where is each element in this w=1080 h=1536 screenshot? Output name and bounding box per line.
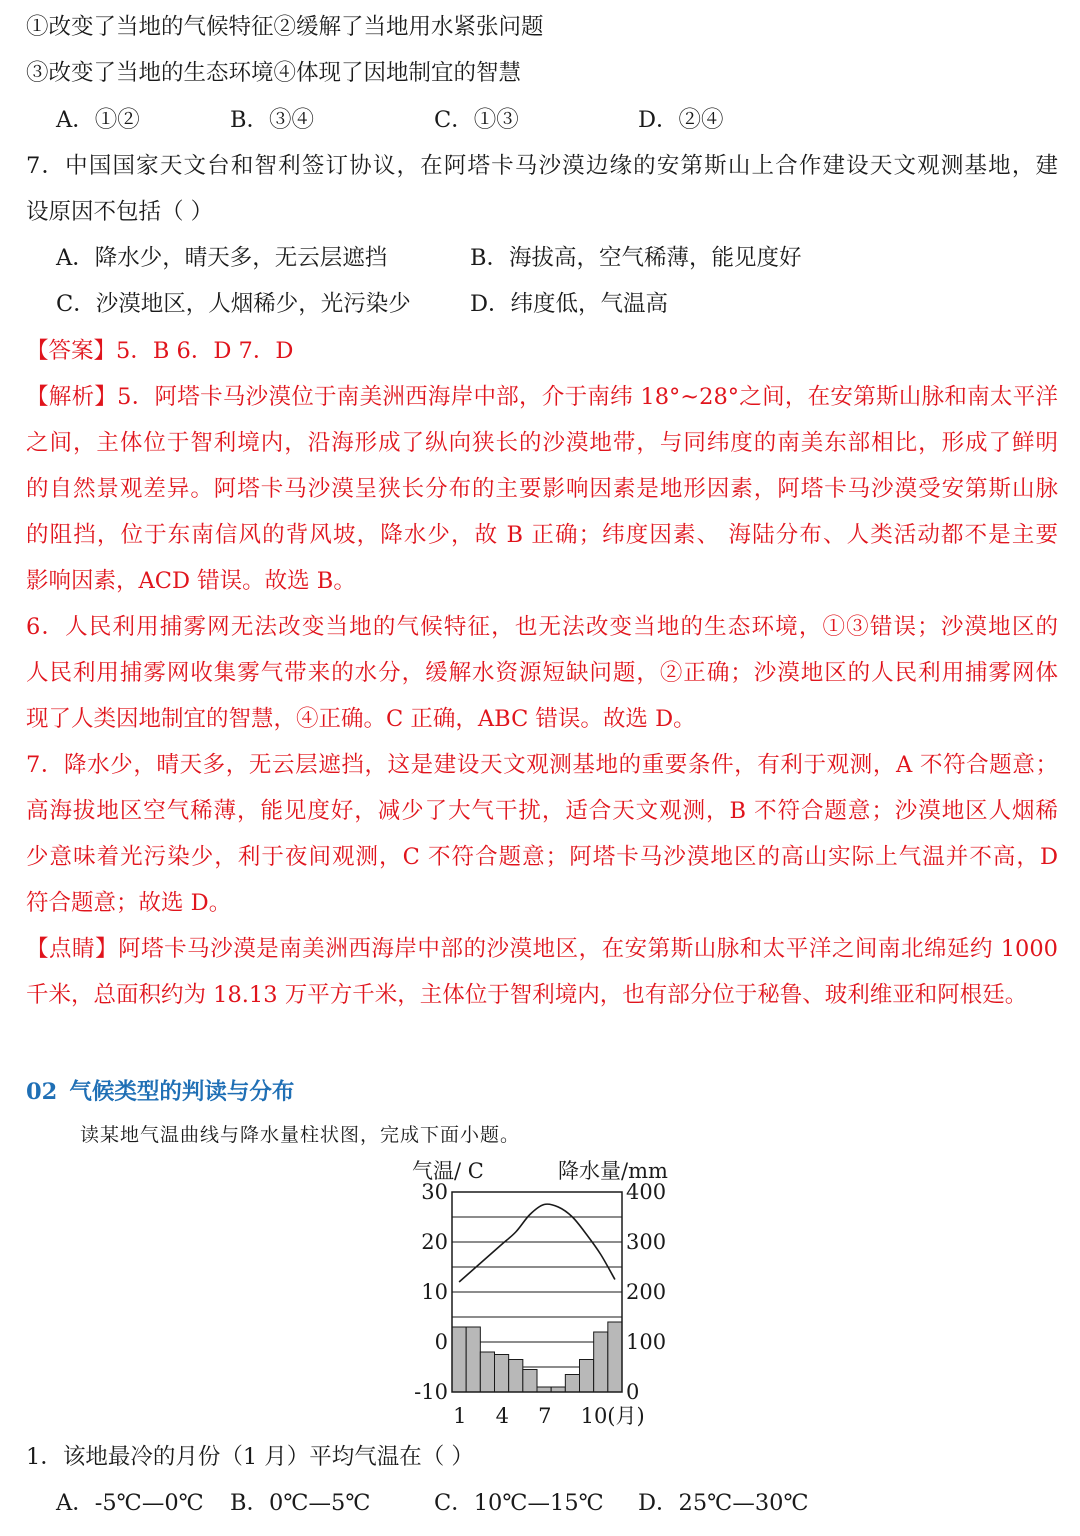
q6-option-a: A．①② xyxy=(56,107,140,133)
precip-bar xyxy=(523,1370,537,1393)
temp-tick-label: 10 xyxy=(421,1280,448,1304)
q7-option-d: D．纬度低，气温高 xyxy=(470,291,669,317)
precip-tick-label: 0 xyxy=(626,1380,640,1404)
analysis-tag: 【解析】 xyxy=(26,384,118,410)
q6-option-b: B．③④ xyxy=(230,107,315,133)
precip-tick-label: 100 xyxy=(626,1330,667,1354)
temp-tick-label: 20 xyxy=(421,1230,448,1254)
q7-stem-line-2: 设原因不包括（ ） xyxy=(26,199,214,225)
temp-axis-label: 气温/ C xyxy=(412,1159,484,1183)
answer-line xyxy=(26,336,1058,366)
q1-option-d: D．25℃—30℃ xyxy=(638,1490,809,1516)
analysis-5-line-5: 影响因素，ACD 错误。故选 B。 xyxy=(26,568,356,594)
month-tick-label: 4 xyxy=(495,1404,509,1428)
q7-stem-line-1: 7．中国国家天文台和智利签订协议，在阿塔卡马沙漠边缘的安第斯山上合作建设天文观测基地，建 xyxy=(26,153,1058,179)
q6-statement-1: ①改变了当地的气候特征②缓解了当地用水紧张问题 xyxy=(26,14,544,40)
chart-intro: 读某地气温曲线与降水量柱状图，完成下面小题。 xyxy=(80,1124,521,1146)
tip-tag: 【点睛】 xyxy=(26,936,119,962)
analysis-7-line-4: 符合题意；故选 D。 xyxy=(26,890,232,916)
analysis-7-line-2: 高海拔地区空气稀薄，能见度好，减少了大气干扰，适合天文观测，B 不符合题意；沙漠地区人烟稀 xyxy=(26,798,1058,824)
temp-curve xyxy=(459,1204,615,1282)
precip-tick-label: 300 xyxy=(626,1230,667,1254)
precip-tick-label: 400 xyxy=(626,1180,667,1204)
temp-tick-label: -10 xyxy=(414,1380,448,1404)
temp-tick-label: 30 xyxy=(421,1180,448,1204)
month-tick-label: 1 xyxy=(453,1404,467,1428)
analysis-6-line-3: 现了人类因地制宜的智慧，④正确。C 正确，ABC 错误。故选 D。 xyxy=(26,706,696,732)
analysis-6-line-1: 6．人民利用捕雾网无法改变当地的气候特征，也无法改变当地的生态环境，①③错误；沙漠地区的 xyxy=(26,614,1058,640)
analysis-5-line-1 xyxy=(26,382,1058,412)
analysis-5-text-1: 5．阿塔卡马沙漠位于南美洲西海岸中部，介于南纬 18°~28°之间，在安第斯山脉和南太平洋 xyxy=(117,384,1058,410)
answer-text: 5．B 6．D 7．D xyxy=(116,338,294,364)
analysis-5-line-4: 的阻挡，位于东南信风的背风坡，降水少，故 B 正确；纬度因素、 海陆分布、人类活动都不是主要 xyxy=(26,522,1058,548)
month-tick-label: 10(月) xyxy=(580,1404,645,1428)
precip-bar xyxy=(466,1327,480,1392)
climate-chart xyxy=(400,1150,680,1435)
month-tick-label: 7 xyxy=(538,1404,552,1428)
section-header xyxy=(26,1074,294,1106)
q1-option-c: C．10℃—15℃ xyxy=(434,1490,604,1516)
q1-option-b: B．0℃—5℃ xyxy=(230,1490,371,1516)
analysis-7-line-3: 少意味着光污染少，利于夜间观测，C 不符合题意；阿塔卡马沙漠地区的高山实际上气温并不高，D xyxy=(26,844,1058,870)
section-title: 气候类型的判读与分布 xyxy=(69,1079,295,1105)
precip-bar xyxy=(452,1327,466,1392)
tip-line-1 xyxy=(26,934,1058,964)
q6-option-d: D．②④ xyxy=(638,107,724,133)
precip-axis-label: 降水量/mm xyxy=(558,1159,668,1183)
q7-option-c: C．沙漠地区，人烟稀少，光污染少 xyxy=(56,291,411,317)
precip-bar xyxy=(594,1332,608,1392)
temp-tick-label: 0 xyxy=(434,1330,448,1354)
precip-bar xyxy=(565,1375,579,1393)
precip-bar xyxy=(480,1352,494,1392)
q6-statement-2: ③改变了当地的生态环境④体现了因地制宜的智慧 xyxy=(26,60,522,86)
q7-option-a: A．降水少，晴天多，无云层遮挡 xyxy=(56,245,388,271)
precip-bar xyxy=(608,1322,622,1392)
analysis-5-line-3: 的自然景观差异。阿塔卡马沙漠呈狭长分布的主要影响因素是地形因素，阿塔卡马沙漠受安第斯山脉 xyxy=(26,476,1058,502)
analysis-7-line-1: 7．降水少，晴天多，无云层遮挡，这是建设天文观测基地的重要条件，有利于观测，A 不符合题意； xyxy=(26,752,1058,778)
precip-bar xyxy=(509,1360,523,1393)
precip-bar xyxy=(495,1355,509,1393)
tip-text-1: 阿塔卡马沙漠是南美洲西海岸中部的沙漠地区，在安第斯山脉和太平洋之间南北绵延约 1000 xyxy=(118,936,1058,962)
tip-line-2: 千米，总面积约为 18.13 万平方千米，主体位于智利境内，也有部分位于秘鲁、玻利维亚和阿根廷。 xyxy=(26,982,1028,1008)
q7-option-b: B．海拔高，空气稀薄，能见度好 xyxy=(470,245,802,271)
q1-stem: 1．该地最冷的月份（1 月）平均气温在（ ） xyxy=(26,1444,474,1470)
precip-bar xyxy=(580,1360,594,1393)
q1-option-a: A．-5℃—0℃ xyxy=(56,1490,204,1516)
precip-bars xyxy=(452,1322,622,1392)
answer-tag: 【答案】 xyxy=(26,338,117,364)
analysis-6-line-2: 人民利用捕雾网收集雾气带来的水分，缓解水资源短缺问题，②正确；沙漠地区的人民利用捕雾网体 xyxy=(26,660,1058,686)
section-number: 02 xyxy=(26,1079,58,1105)
q6-option-c: C．①③ xyxy=(434,107,519,133)
precip-tick-label: 200 xyxy=(626,1280,667,1304)
analysis-5-line-2: 之间，主体位于智利境内，沿海形成了纵向狭长的沙漠地带，与同纬度的南美东部相比，形成了鲜明 xyxy=(26,430,1058,456)
